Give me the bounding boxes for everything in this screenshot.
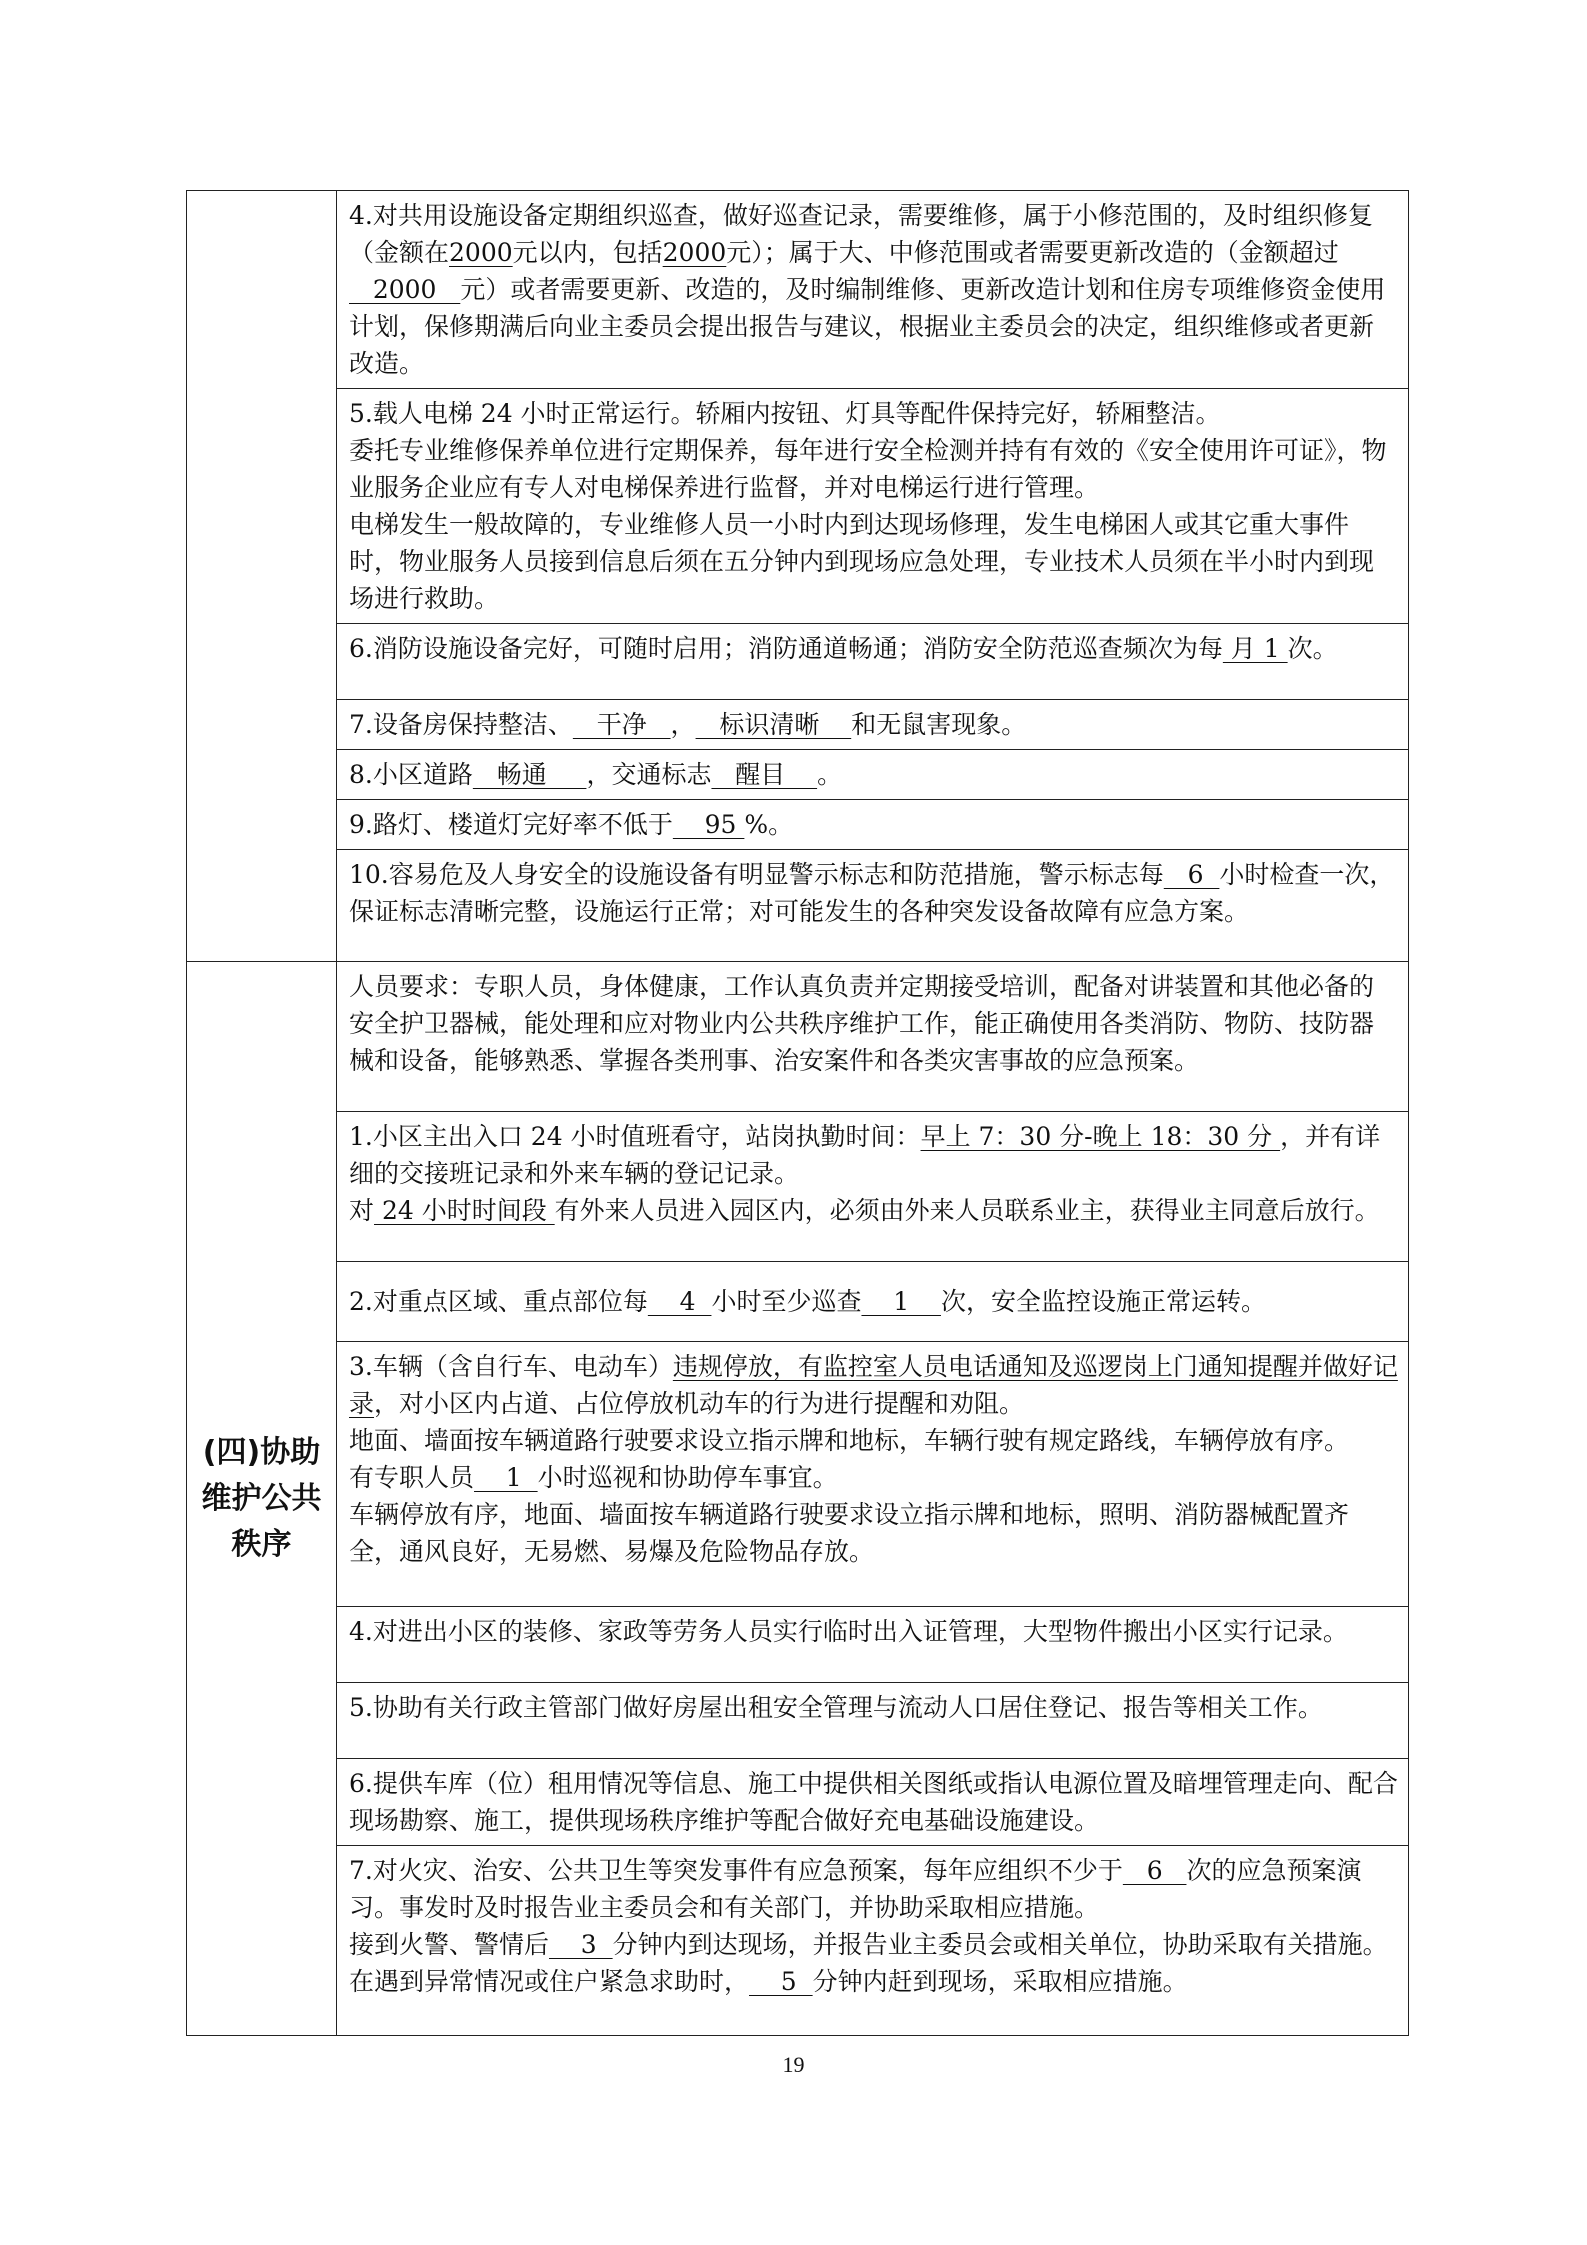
filled-blank: 4 — [647, 1287, 712, 1316]
paragraph: 6.提供车库（位）租用情况等信息、施工中提供相关图纸或指认电源位置及暗埋管理走向、配合现场勘察、施工，提供现场秩序维护等配合做好充电基础设施建设。 — [349, 1769, 1398, 1835]
paragraph: 电梯发生一般故障的，专业维修人员一小时内到达现场修理，发生电梯困人或其它重大事件时，物业服务人员接到信息后须在五分钟内到现场应急处理，专业技术人员须在半小时内到现场进行救助。 — [349, 510, 1375, 613]
filled-blank: 2000 — [662, 238, 727, 267]
service-standards-table — [186, 190, 1409, 2036]
filled-blank: 2000 — [449, 238, 513, 267]
paragraph — [349, 1459, 1398, 1496]
paragraph — [349, 706, 1398, 743]
filled-blank: 6 — [1122, 1856, 1187, 1885]
paragraph: 委托专业维修保养单位进行定期保养，每年进行安全检测并持有有效的《安全使用许可证》，物业服务企业应有专人对电梯保养进行监督，并对电梯运行进行管理。 — [349, 436, 1387, 502]
text-run: 。 — [817, 760, 843, 789]
text-run: 有专职人员 — [349, 1463, 475, 1492]
section-title: (四)协助维护公共秩序 — [187, 962, 337, 2036]
text-run: 小时巡视和协助停车事宜。 — [537, 1463, 838, 1492]
text-run: ，交通标志 — [586, 760, 712, 789]
text-run: 元）；属于大、中修范围或者需要更新改造的（金额超过 — [726, 238, 1339, 267]
paragraph — [349, 1963, 1398, 2000]
text-run: 6.消防设施设备完好，可随时启用；消防通道畅通；消防安全防范巡查频次为每 — [349, 634, 1223, 663]
text-run: 小时至少巡查 — [711, 1287, 862, 1316]
text-run: 3.车辆（含自行车、电动车） — [349, 1352, 673, 1381]
table-row — [187, 1846, 1409, 2036]
text-run: 7.设备房保持整洁、 — [349, 710, 573, 739]
text-run: 地面、墙面按车辆道路行驶要求设立指示牌和地标，车辆行驶有规定路线，车辆停放有序。 — [349, 1426, 1350, 1455]
table-row — [187, 1607, 1409, 1683]
paragraph — [349, 806, 1398, 843]
text-run: 有外来人员进入园区内，必须由外来人员联系业主，获得业主同意后放行。 — [554, 1196, 1380, 1225]
paragraph — [349, 1348, 1398, 1422]
paragraph — [349, 1926, 1398, 1963]
paragraph — [349, 1496, 1398, 1570]
text-run: 8.小区道路 — [349, 760, 473, 789]
content-cell — [337, 1112, 1409, 1262]
text-run: 对 — [349, 1196, 375, 1225]
table-row — [187, 624, 1409, 700]
paragraph: 5.载人电梯 24 小时正常运行。轿厢内按钮、灯具等配件保持完好，轿厢整洁。 — [349, 399, 1221, 428]
content-cell — [337, 1607, 1409, 1683]
text-run: 9.路灯、楼道灯完好率不低于 — [349, 810, 673, 839]
filled-blank: 5 — [749, 1967, 813, 1996]
table-row — [187, 1683, 1409, 1759]
content-cell — [337, 624, 1409, 700]
content-cell — [337, 1846, 1409, 2036]
content-cell — [337, 1759, 1409, 1846]
content-cell — [337, 1683, 1409, 1759]
text-run: 次的应急预案演习。事发时及时报告业主委员会和有关部门，并协助采取相应措施。 — [349, 1856, 1362, 1922]
text-run: 在遇到异常情况或住户紧急求助时， — [349, 1967, 750, 1996]
filled-blank: 24 小时时间段 — [374, 1196, 555, 1225]
text-run: 1.小区主出入口 24 小时值班看守，站岗执勤时间： — [349, 1122, 921, 1151]
table-row — [187, 750, 1409, 800]
paragraph — [349, 197, 1398, 382]
table-row — [187, 1262, 1409, 1342]
filled-blank: 95 — [672, 810, 745, 839]
table-row — [187, 700, 1409, 750]
paragraph — [349, 756, 1398, 793]
text-run: 分钟内到达现场，并报告业主委员会或相关单位，协助采取有关措施。 — [612, 1930, 1388, 1959]
filled-blank: 1 — [474, 1463, 538, 1492]
filled-blank: 月 1 — [1222, 634, 1288, 663]
text-run: 次，安全监控设施正常运转。 — [940, 1287, 1266, 1316]
paragraph: 5.协助有关行政主管部门做好房屋出租安全管理与流动人口居住登记、报告等相关工作。 — [349, 1693, 1323, 1722]
content-cell — [337, 191, 1409, 389]
text-run: 元）或者需要更新、改造的，及时编制维修、更新改造计划和住房专项维修资金使用计划，保修期满后向业主委员会提出报告与建议，根据业主委员会的决定，组织维修或者更新改造。 — [349, 275, 1386, 378]
page-number: 19 — [782, 2052, 805, 2077]
text-run: ，并有详细的交接班记录和外来车辆的登记记录。 — [349, 1122, 1381, 1188]
filled-blank: 违规停放，有监控室人员电话通知及巡逻岗上门通知提醒并做好记录 — [349, 1352, 1398, 1418]
text-run: 10.容易危及人身安全的设施设备有明显警示标志和防范措施，警示标志每 — [349, 860, 1164, 889]
table-row — [187, 800, 1409, 850]
filled-blank: 醒目 — [711, 760, 818, 789]
filled-blank: 畅通 — [472, 760, 587, 789]
paragraph — [349, 1283, 1398, 1320]
text-run: 7.对火灾、治安、公共卫生等突发事件有应急预案，每年应组织不少于 — [349, 1856, 1123, 1885]
content-cell — [337, 700, 1409, 750]
paragraph: 4.对进出小区的装修、家政等劳务人员实行临时出入证管理，大型物件搬出小区实行记录。 — [349, 1617, 1348, 1646]
table-row — [187, 1342, 1409, 1607]
paragraph — [349, 1852, 1398, 1926]
text-run: 和无鼠害现象。 — [851, 710, 1027, 739]
section-cell-continued — [187, 191, 337, 962]
table-row — [187, 1759, 1409, 1846]
table-row — [187, 1112, 1409, 1262]
text-run: ，对小区内占道、占位停放机动车的行为进行提醒和劝阻。 — [374, 1389, 1025, 1418]
filled-blank: 2000 — [349, 275, 461, 304]
table-row — [187, 191, 1409, 389]
table-body — [187, 191, 1409, 2036]
text-run: 接到火警、警情后 — [349, 1930, 550, 1959]
filled-blank: 标识清晰 — [695, 710, 852, 739]
text-run: 分钟内赶到现场，采取相应措施。 — [812, 1967, 1188, 1996]
text-run: 小时检查一次，保证标志清晰完整，设施运行正常；对可能发生的各种突发设备故障有应急方案。 — [349, 860, 1395, 926]
text-run: 2.对重点区域、重点部位每 — [349, 1287, 648, 1316]
filled-blank: 3 — [549, 1930, 613, 1959]
filled-blank: 早上 7：30 分-晚上 18：30 分 — [920, 1122, 1281, 1151]
filled-blank: 干净 — [572, 710, 671, 739]
text-run: 次。 — [1287, 634, 1338, 663]
content-cell — [337, 1262, 1409, 1342]
table-row — [187, 962, 1409, 1112]
text-run: 4.对共用设施设备定期组织巡查，做好巡查记录，需要维修，属于小修范围的，及时组织修复（金额在 — [349, 201, 1373, 267]
text-run: 车辆停放有序，地面、墙面按车辆道路行驶要求设立指示牌和地标，照明、消防器械配置齐全，通风良好，无易燃、易爆及危险物品存放。 — [349, 1500, 1350, 1566]
filled-blank: 1 — [861, 1287, 941, 1316]
table-row — [187, 850, 1409, 962]
content-cell — [337, 1342, 1409, 1607]
text-run: ， — [670, 710, 696, 739]
filled-blank: 6 — [1163, 860, 1220, 889]
content-cell — [337, 750, 1409, 800]
content-cell — [337, 962, 1409, 1112]
paragraph — [349, 1422, 1398, 1459]
text-run: 元以内，包括 — [512, 238, 663, 267]
content-cell — [337, 800, 1409, 850]
paragraph — [349, 630, 1398, 667]
paragraph — [349, 1192, 1398, 1229]
paragraph: 人员要求：专职人员，身体健康，工作认真负责并定期接受培训，配备对讲装置和其他必备的安全护卫器械，能处理和应对物业内公共秩序维护工作，能正确使用各类消防、物防、技防器械和设备，能够熟悉、掌握各类刑事、治安案件和各类灾害事故的应急预案。 — [349, 972, 1375, 1075]
content-cell — [337, 389, 1409, 624]
text-run: %。 — [744, 810, 794, 839]
paragraph — [349, 1118, 1398, 1192]
paragraph — [349, 856, 1398, 930]
table-row — [187, 389, 1409, 624]
content-cell — [337, 850, 1409, 962]
